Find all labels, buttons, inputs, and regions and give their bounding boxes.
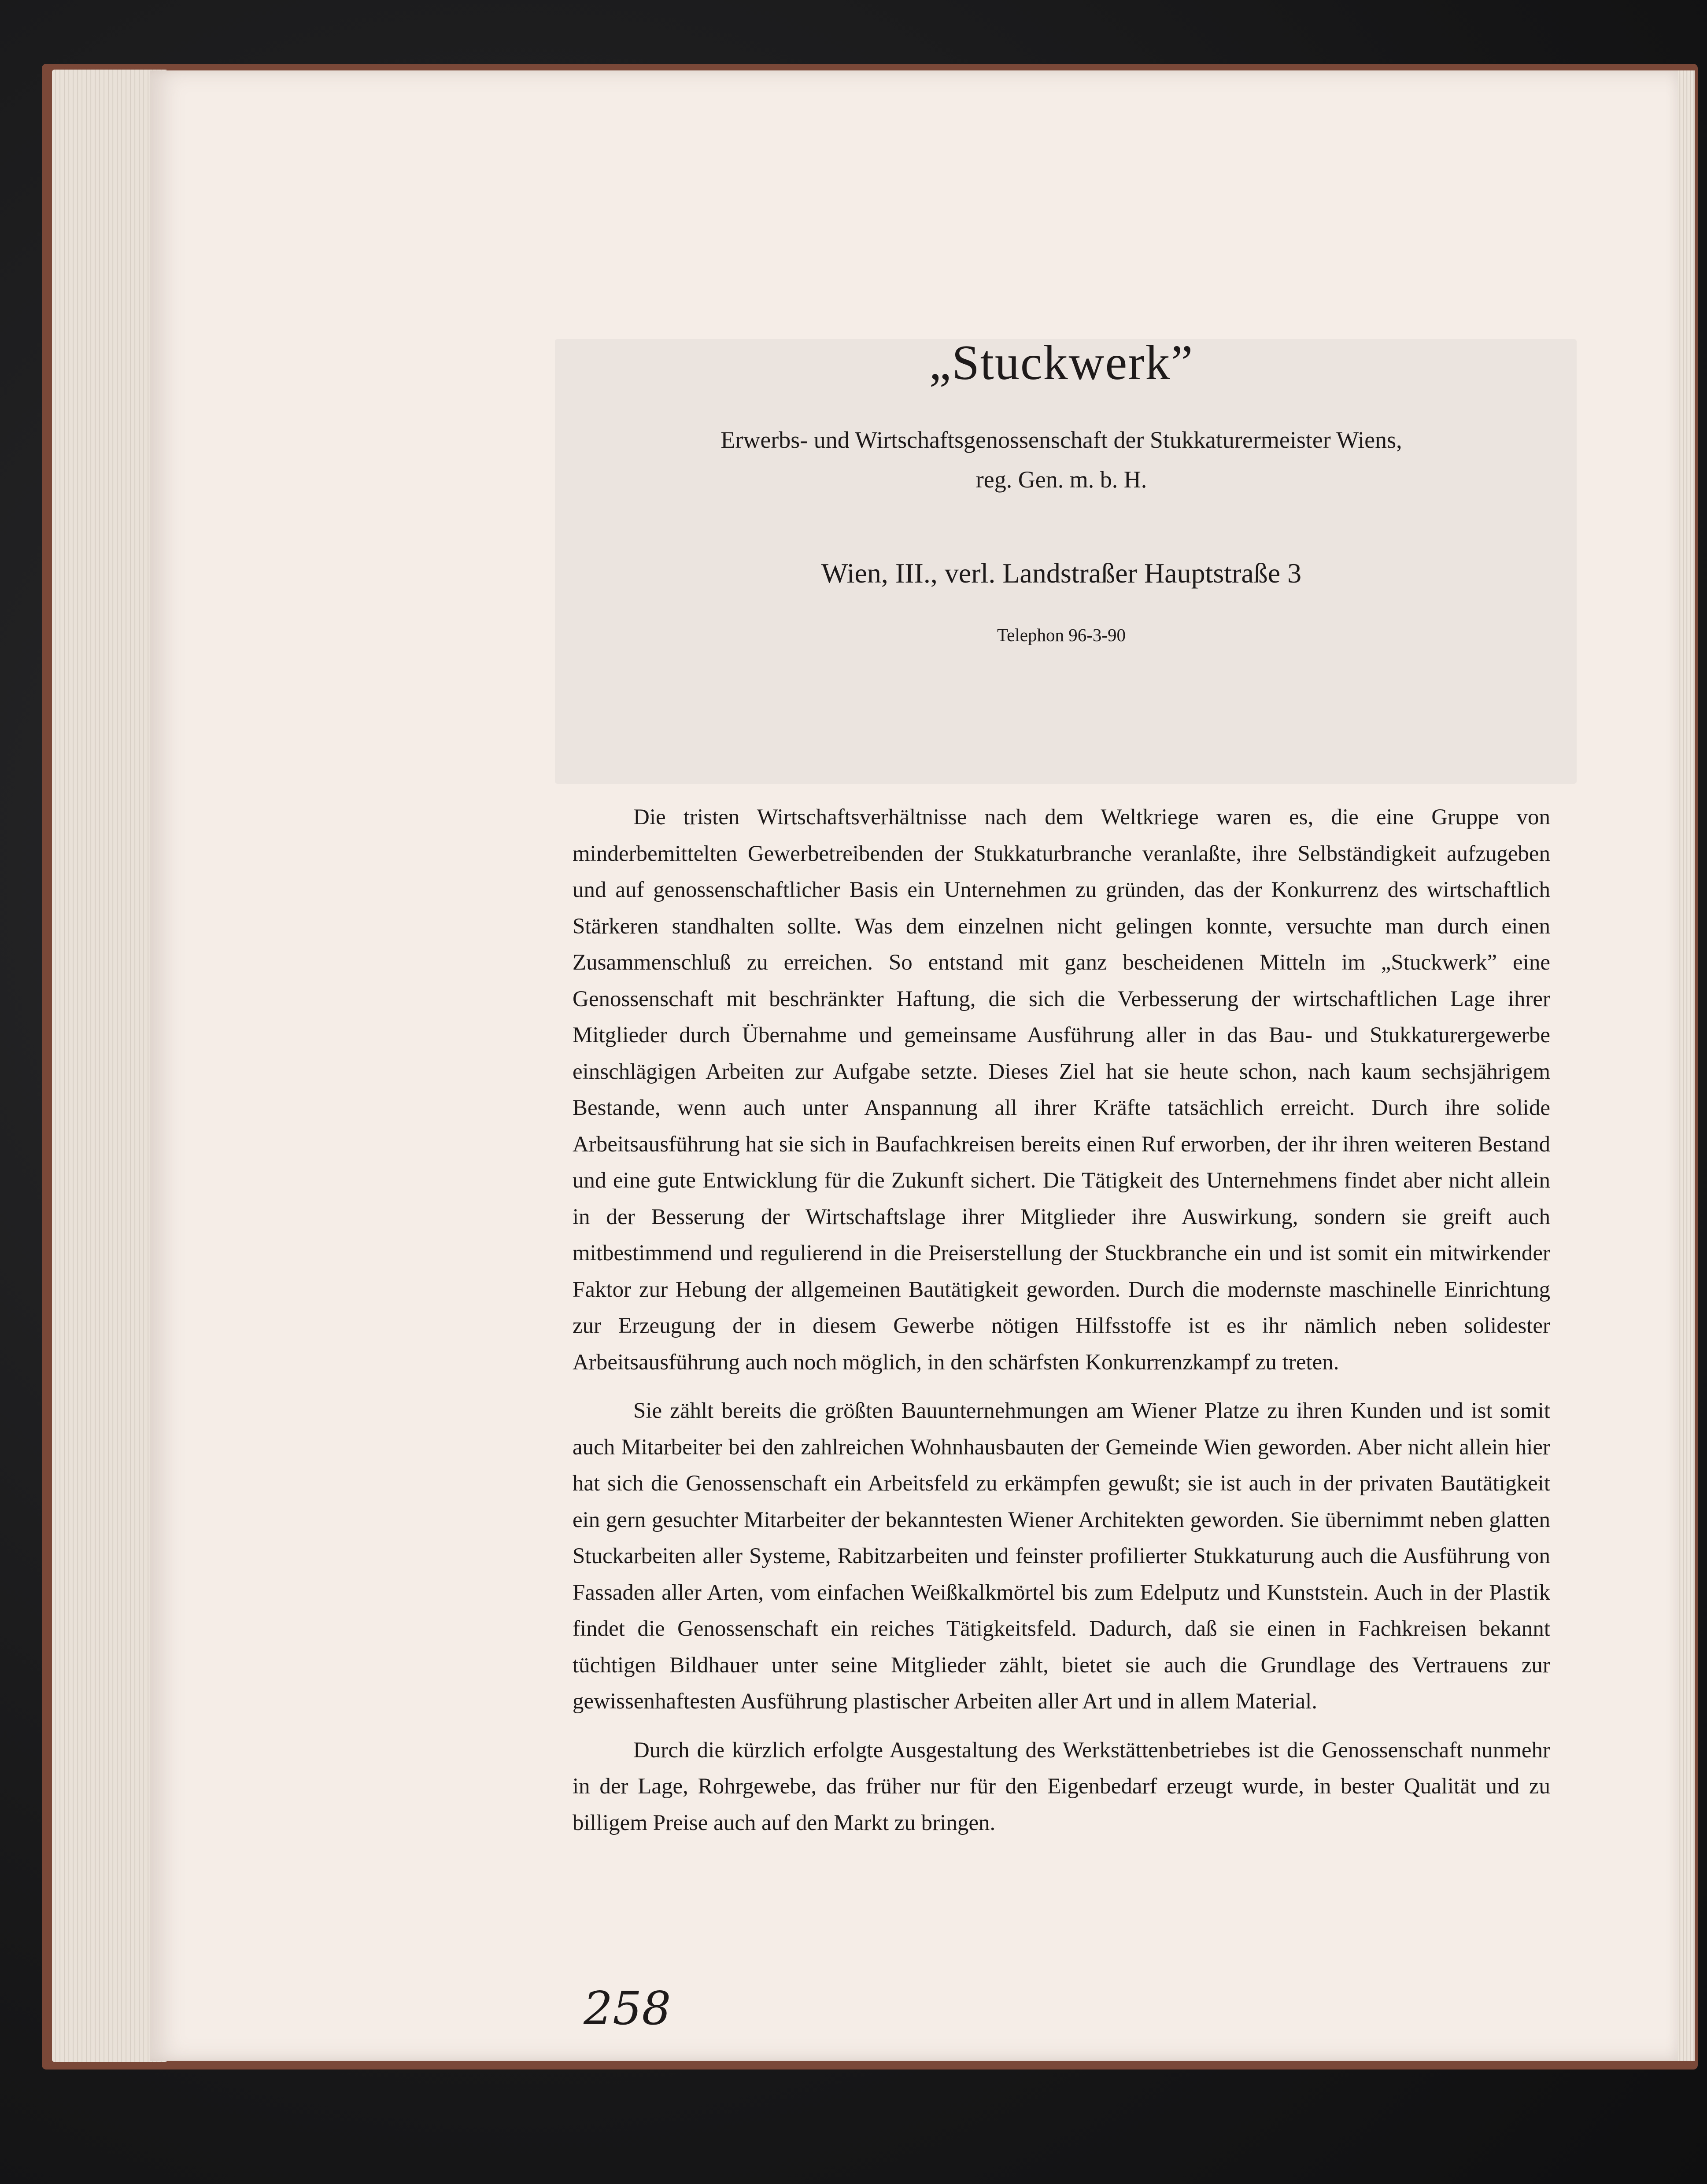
page-title: „Stuckwerk” [929,336,1194,390]
paragraph-2: Sie zählt bereits die größten Bauunternehmungen am Wiener Platze zu ihren Kunden und ist somit auch Mitarbeiter bei den zahlreichen Wohnhausbauten der Gemeinde Wien geworden. Aber nicht allein hier hat sich die Genossenschaft ein Arbeitsfeld zu erkämpfen gewußt; sie ist auch in der privaten Bautätigkeit ein gern gesuchter Mitarbeiter der bekanntesten Wiener Architekten geworden. Sie übernimmt neben glatten Stuckarbeiten aller Systeme, Rabitzarbeiten und feinster profilierter Stukkaturung auch die Ausführung von Fassaden aller Arten, vom einfachen Weißkalkmörtel bis zum Edelputz und Kunststein. Auch in der Plastik findet die Genossenschaft ein reiches Tätigkeitsfeld. Dadurch, daß sie einen in Fachkreisen bekannt tüchtigen Bildhauer unter seine Mitglieder zählt, bietet sie auch die Grundlage des Vertrauens zur gewissenhaftesten Ausführung plastischer Arbeiten aller Art und in allem Material. [573,1398,1550,1714]
paragraph-3: Durch die kürzlich erfolgte Ausgestaltung des Werkstättenbetriebes ist die Genossenschaft nunmehr in der Lage, Rohrgewebe, das früher nur für den Eigenbedarf erzeugt wurde, in bester Qualität und zu billigem Preise auch auf den Markt zu bringen. [573,1738,1550,1835]
page-edges-left [52,70,166,2062]
paragraph-1: Die tristen Wirtschaftsverhältnisse nach dem Weltkriege waren es, die eine Gruppe von minderbemittelten Gewerbetreibenden der Stukkaturbranche veranlaßte, ihre Selbständigkeit aufzugeben und auf genossenschaftlicher Basis ein Unternehmen zu gründen, das der Konkurrenz des wirtschaftlich Stärkeren standhalten sollte. Was dem einzelnen nicht gelingen konnte, versuchte man durch einen Zusammenschluß zu erreichen. So entstand mit ganz bescheidenen Mitteln im „Stuckwerk” eine Genossenschaft mit beschränkter Haftung, die sich die Verbesserung der wirtschaftlichen Lage ihrer Mitglieder durch Übernahme und gemeinsame Ausführung aller in das Bau- und Stukkaturergewerbe einschlägigen Arbeiten zur Aufgabe setzte. Dieses Ziel hat sie heute schon, nach kaum sechsjährigem Bestande, wenn auch unter Anspannung all ihrer Kräfte tatsächlich erreicht. Durch ihre solide Arbeitsausführung hat sie sich in Baufachkreisen bereits einen Ruf erworben, der ihr ihren weiteren Bestand und eine gute Entwicklung für die Zukunft sichert. Die Tätigkeit des Unternehmens findet aber nicht allein in der Besserung der Wirtschaftslage ihrer Mitglieder ihre Auswirkung, sondern sie greift auch mitbestimmend und regulierend in die Preiserstellung der Stuckbranche ein und ist somit ein mitwirkender Faktor zur Hebung der allgemeinen Bautätigkeit geworden. Durch die modernste maschinelle Einrichtung zur Erzeugung der in diesem Gewerbe nötigen Hilfsstoffe ist es ihr nämlich neben solidester Arbeitsausführung auch noch möglich, in den schärfsten Konkurrenzkampf zu treten. [573,805,1550,1375]
subtitle-line-2: reg. Gen. m. b. H. [975,466,1147,493]
phone-line: Telephon 96-3-90 [997,625,1126,645]
address-line: Wien, III., verl. Landstraßer Hauptstraße 3 [821,557,1302,589]
page-number: 258 [584,1981,671,2035]
body-text [573,799,1550,1841]
subtitle-line-1: Erwerbs- und Wirtschaftsgenossenschaft der Stukkaturermeister Wiens, [720,427,1402,453]
book-page [150,70,1678,2061]
